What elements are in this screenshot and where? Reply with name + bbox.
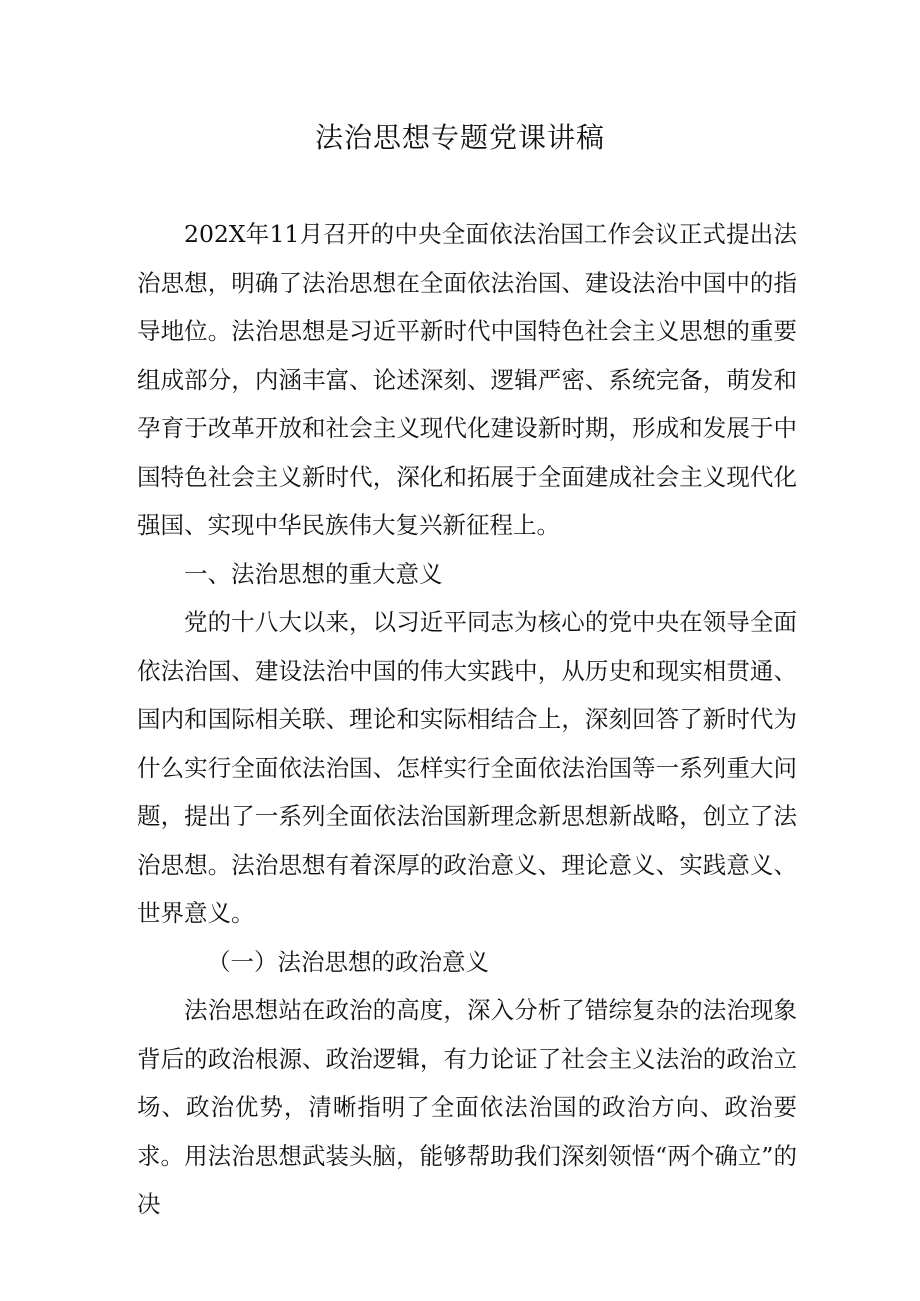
section-heading-1: 一、法治思想的重大意义: [184, 559, 443, 588]
subsection-1-paragraph: 法治思想站在政治的高度，深入分析了错综复杂的法治现象背后的政治根源、政治逻辑，有力论证了社会主义法治的政治立场、政治优势，清晰指明了全面依法治国的政治方向、政治要求。用法治思想武装头脑，能够帮助我们深刻领悟“两个确立”的决: [137, 996, 797, 1218]
section-1-paragraph: 党的十八大以来，以习近平同志为核心的党中央在领导全面依法治国、建设法治中国的伟大实践中，从历史和现实相贯通、国内和国际相关联、理论和实际相结合上，深刻回答了新时代为什么实行全面依法治国、怎样实行全面依法治国等一系列重大问题，提出了一系列全面依法治国新理念新思想新战略，创立了法治思想。法治思想有着深厚的政治意义、理论意义、实践意义、世界意义。: [137, 608, 797, 927]
subsection-heading-1: （一）法治思想的政治意义: [207, 947, 489, 976]
document-body: [137, 210, 797, 1229]
intro-paragraph: 202X年11月召开的中央全面依法治国工作会议正式提出法治思想，明确了法治思想在全面依法治国、建设法治中国中的指导地位。法治思想是习近平新时代中国特色社会主义思想的重要组成部分，内涵丰富、论述深刻、逻辑严密、系统完备，萌发和孕育于改革开放和社会主义现代化建设新时期，形成和发展于中国特色社会主义新时代，深化和拓展于全面建成社会主义现代化强国、实现中华民族伟大复兴新征程上。: [137, 220, 797, 539]
document-title: 法治思想专题党课讲稿: [314, 121, 605, 154]
